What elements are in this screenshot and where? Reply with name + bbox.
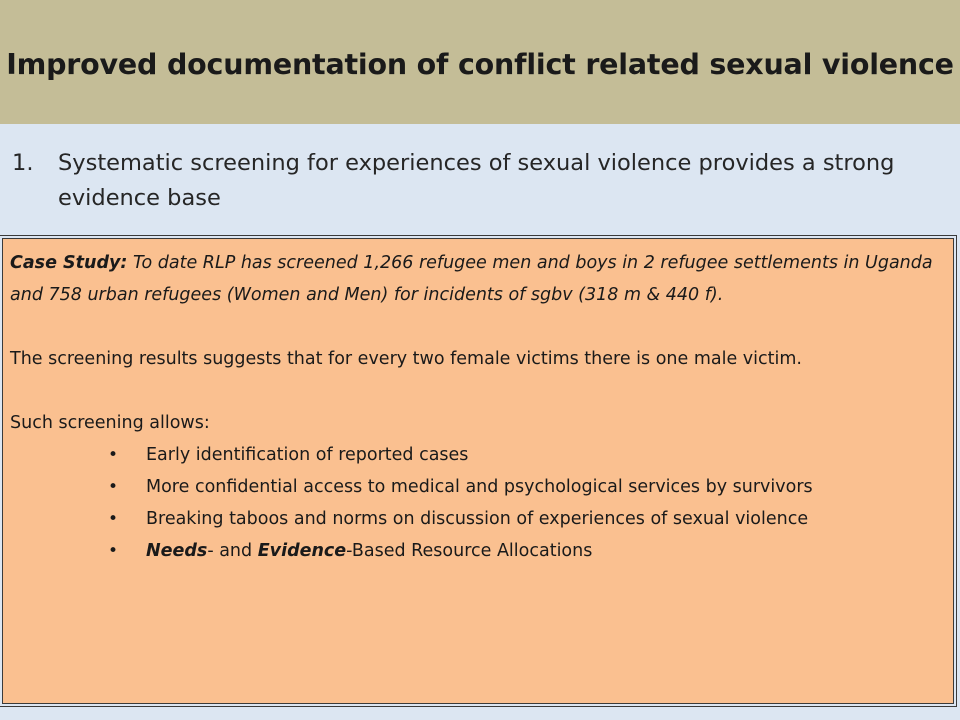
list-item xyxy=(10,535,946,567)
evidence-emphasis: Evidence xyxy=(257,541,347,561)
bullet-icon: • xyxy=(108,477,119,497)
bullet-icon: • xyxy=(108,509,119,529)
benefits-list xyxy=(10,439,946,567)
point-number: 1. xyxy=(12,150,34,176)
list-item xyxy=(10,439,946,471)
list-item-text: - and xyxy=(207,541,258,561)
allows-intro: Such screening allows: xyxy=(10,413,210,433)
list-item-text: Breaking taboos and norms on discussion of experiences of sexual violence xyxy=(146,509,809,529)
case-study-box xyxy=(2,238,954,704)
title-band xyxy=(0,0,960,124)
slide-title: Improved documentation of conflict related sexual violence xyxy=(6,48,954,81)
needs-emphasis: Needs xyxy=(146,541,208,561)
screening-result: The screening results suggests that for every two female victims there is one male victim. xyxy=(10,349,802,369)
list-item-text: Early identification of reported cases xyxy=(146,445,469,465)
case-study-label: Case Study: xyxy=(10,253,128,273)
case-study-paragraph xyxy=(10,247,946,311)
point-text: Systematic screening for experiences of sexual violence provides a strong evidence base xyxy=(58,150,895,211)
bullet-icon: • xyxy=(108,541,119,561)
numbered-point xyxy=(12,146,952,216)
case-study-content xyxy=(10,247,946,567)
list-item xyxy=(10,471,946,503)
bullet-icon: • xyxy=(108,445,119,465)
case-study-text: To date RLP has screened 1,266 refugee men and boys in 2 refugee settlements in Uganda and 758 urban refugees (Women and Men) for incidents of sgbv (318 m & 440 f). xyxy=(10,253,933,305)
list-item xyxy=(10,503,946,535)
list-item-text: -Based Resource Allocations xyxy=(346,541,593,561)
list-item-text: More confidential access to medical and psychological services by survivors xyxy=(146,477,813,497)
